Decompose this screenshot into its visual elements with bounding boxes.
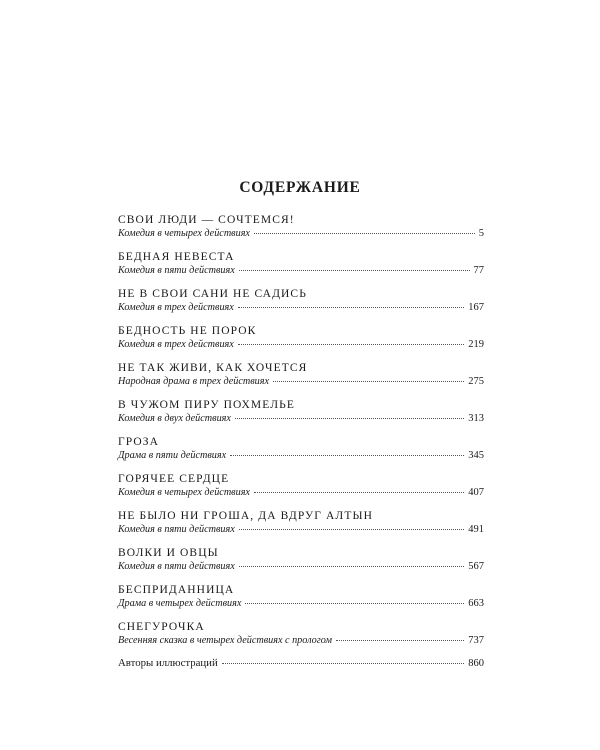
entry-subtitle-line <box>118 375 484 388</box>
play-title: БЕДНОСТЬ НЕ ПОРОК <box>118 325 257 337</box>
illustrations-label: Авторы иллюстраций <box>118 657 218 669</box>
toc-entry <box>118 250 484 277</box>
dot-leader <box>238 344 464 345</box>
toc-entry <box>118 324 484 351</box>
entry-subtitle-line <box>118 523 484 536</box>
dot-leader <box>254 492 464 493</box>
play-subtitle: Комедия в четырех действиях <box>118 228 250 239</box>
entry-subtitle-line <box>118 338 484 351</box>
page-number: 167 <box>468 302 484 313</box>
toc-entry <box>118 435 484 462</box>
play-title: НЕ ТАК ЖИВИ, КАК ХОЧЕТСЯ <box>118 362 308 374</box>
page-number: 275 <box>468 376 484 387</box>
entry-subtitle-line <box>118 227 484 240</box>
toc-entry <box>118 583 484 610</box>
page-number: 737 <box>468 635 484 646</box>
dot-leader <box>230 455 464 456</box>
play-subtitle: Весенняя сказка в четырех действиях с прологом <box>118 635 332 646</box>
toc-entry <box>118 213 484 240</box>
dot-leader <box>254 233 475 234</box>
play-subtitle: Комедия в двух действиях <box>118 413 231 424</box>
dot-leader <box>235 418 464 419</box>
page-number: 567 <box>468 561 484 572</box>
play-subtitle: Комедия в пяти действиях <box>118 524 235 535</box>
toc-entry <box>118 287 484 314</box>
entry-subtitle-line <box>118 597 484 610</box>
toc-entry <box>118 546 484 573</box>
play-subtitle: Комедия в трех действиях <box>118 339 234 350</box>
entry-subtitle-line <box>118 301 484 314</box>
page-number: 77 <box>473 265 484 276</box>
dot-leader <box>239 270 470 271</box>
play-subtitle: Комедия в трех действиях <box>118 302 234 313</box>
page-number: 345 <box>468 450 484 461</box>
dot-leader <box>239 529 465 530</box>
play-title: СВОИ ЛЮДИ — СОЧТЕМСЯ! <box>118 214 295 226</box>
dot-leader <box>238 307 464 308</box>
toc-entry <box>118 361 484 388</box>
play-subtitle: Комедия в пяти действиях <box>118 265 235 276</box>
toc-entry <box>118 472 484 499</box>
page-number: 407 <box>468 487 484 498</box>
play-subtitle: Народная драма в трех действиях <box>118 376 269 387</box>
toc-entry-illustrations <box>118 657 484 670</box>
play-subtitle: Драма в четырех действиях <box>118 598 242 609</box>
page-number: 5 <box>478 228 484 239</box>
play-subtitle: Комедия в четырех действиях <box>118 487 250 498</box>
play-subtitle: Комедия в пяти действиях <box>118 561 235 572</box>
play-title: СНЕГУРОЧКА <box>118 621 205 633</box>
dot-leader <box>239 566 465 567</box>
entry-subtitle-line <box>118 486 484 499</box>
entry-subtitle-line <box>118 560 484 573</box>
dot-leader <box>273 381 464 382</box>
page-number: 313 <box>468 413 484 424</box>
page-number: 491 <box>468 524 484 535</box>
page-number: 663 <box>468 598 484 609</box>
page-number: 219 <box>468 339 484 350</box>
entry-subtitle-line <box>118 264 484 277</box>
dot-leader <box>222 663 465 664</box>
toc-entry <box>118 509 484 536</box>
page-number: 860 <box>468 658 484 669</box>
toc-entry <box>118 620 484 647</box>
play-title: В ЧУЖОМ ПИРУ ПОХМЕЛЬЕ <box>118 399 295 411</box>
play-title: ВОЛКИ И ОВЦЫ <box>118 547 219 559</box>
toc-heading: СОДЕРЖАНИЕ <box>239 179 361 196</box>
entry-subtitle-line <box>118 634 484 647</box>
play-title: НЕ В СВОИ САНИ НЕ САДИСЬ <box>118 288 307 300</box>
illustrations-line <box>118 657 484 670</box>
play-title: БЕСПРИДАННИЦА <box>118 584 235 596</box>
toc-entry <box>118 398 484 425</box>
entry-subtitle-line <box>118 449 484 462</box>
dot-leader <box>336 640 464 641</box>
play-title: ГРОЗА <box>118 436 160 448</box>
toc-list <box>118 213 484 680</box>
play-title: НЕ БЫЛО НИ ГРОША, ДА ВДРУГ АЛТЫН <box>118 510 373 522</box>
play-title: БЕДНАЯ НЕВЕСТА <box>118 251 235 263</box>
play-subtitle: Драма в пяти действиях <box>118 450 227 461</box>
entry-subtitle-line <box>118 412 484 425</box>
play-title: ГОРЯЧЕЕ СЕРДЦЕ <box>118 473 230 485</box>
dot-leader <box>245 603 464 604</box>
